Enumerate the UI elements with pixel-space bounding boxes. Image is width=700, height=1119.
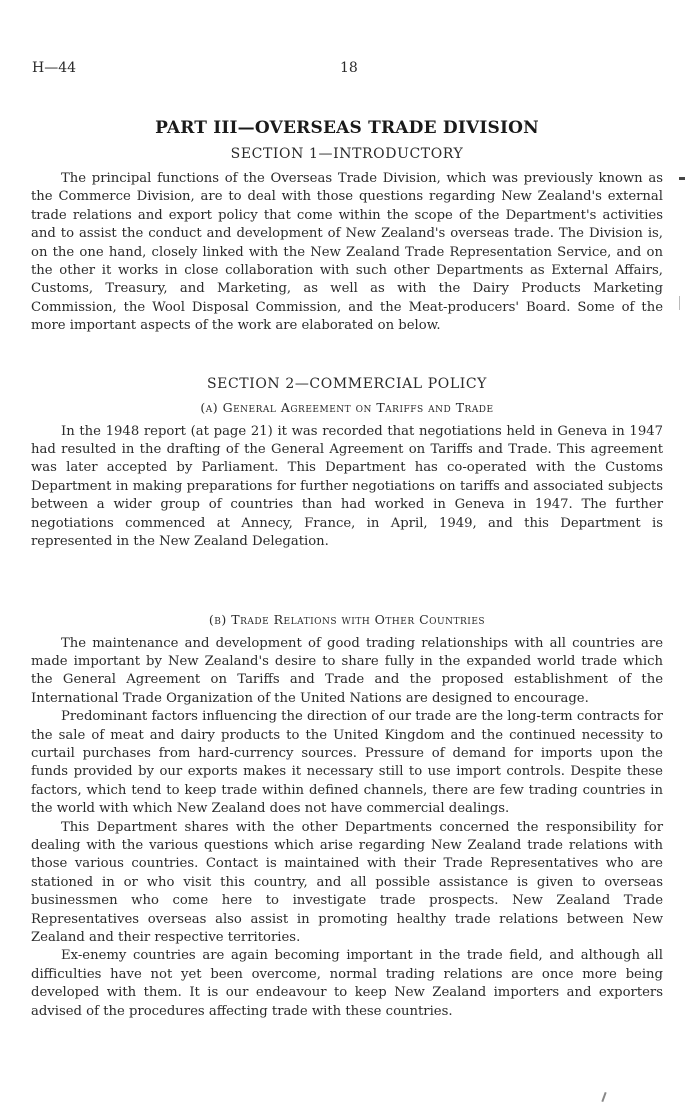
margin-tick-mark	[679, 296, 680, 310]
document-code: H—44	[32, 60, 77, 76]
subsection-b-paragraph-4: Ex-enemy countries are again becoming important in the trade field, and although all difficulties have not yet been overcome, normal trading relations are once more being developed with them. It is our endeavour to keep New Zealand importers and exporters advised of the procedures affecting trade with these countries.	[31, 948, 663, 1019]
part-title: PART III—OVERSEAS TRADE DIVISION	[155, 118, 539, 138]
subsection-b-paragraph-3: This Department shares with the other Departments concerned the responsibility for dealing with the various questions which arise regarding New Zealand trade relations with those various countries. Contact is maintained with their Trade Representatives who are stationed in or who visit this country, and all possible assistance is given to overseas businessmen who come here to investigate trade prospects. New Zealand Trade Representatives overseas also assist in promoting healthy trade relations between New Zealand and their respective territories.	[31, 819, 663, 945]
subsection-a-paragraph: In the 1948 report (at page 21) it was recorded that negotiations held in Geneva in 1947 had resulted in the drafting of the General Agreement on Tariffs and Trade. This agreement was later accepted by Parliament. This Department has co-operated with the Customs Department in making preparations for further negotiations on tariffs and associated subjects between a wider group of countries than had worked in Geneva in 1947. The further negotiations commenced at Annecy, France, in April, 1949, and this Department is represented in the New Zealand Delegation.	[31, 423, 663, 550]
subsection-b-paragraph-1: The maintenance and development of good trading relationships with all countries are made important by New Zealand's desire to share fully in the expanded world trade which the General Agreement on Tariffs and Trade and the proposed establishment of the International Trade Organization of the United Nations are designed to encourage.	[31, 635, 663, 706]
margin-bottom-mark	[601, 1092, 606, 1102]
page-content	[31, 118, 663, 1021]
page-number: 18	[340, 60, 358, 76]
section-1-title: SECTION 1—INTRODUCTORY	[230, 146, 464, 162]
page-header	[32, 60, 668, 80]
subsection-b-paragraph-2: Predominant factors influencing the direction of our trade are the long-term contracts for the sale of meat and dairy products to the United Kingdom and the continued necessity to curtail purchases from hard-currency sources. Pressure of demand for imports upon the funds provided by our exports makes it necessary still to use import controls. Despite these factors, which tend to keep trade within defined channels, there are few trading countries in the world with which New Zealand does not have commercial dealings.	[31, 709, 663, 817]
margin-dash-mark	[679, 177, 685, 180]
section-1-paragraph: The principal functions of the Overseas Trade Division, which was previously known as the Commerce Division, are to deal with those questions regarding New Zealand's external trade relations and export policy that come within the scope of the Department's activities and to assist the conduct and development of New Zealand's overseas trade. The Division is, on the one hand, closely linked with the New Zealand Trade Representation Service, and on the other it works in close collaboration with such other Departments as External Affairs, Customs, Treasury, and Marketing, as well as with the Dairy Products Marketing Commission, the Wool Disposal Commission, and the Meat-producers' Board. Some of the more important aspects of the work are elaborated on below.	[31, 171, 663, 334]
section-2-title: SECTION 2—COMMERCIAL POLICY	[206, 375, 488, 392]
subsection-a-title: (a) General Agreement on Tariffs and Trade	[200, 399, 494, 415]
subsection-b-title: (b) Trade Relations with Other Countries	[208, 611, 486, 627]
